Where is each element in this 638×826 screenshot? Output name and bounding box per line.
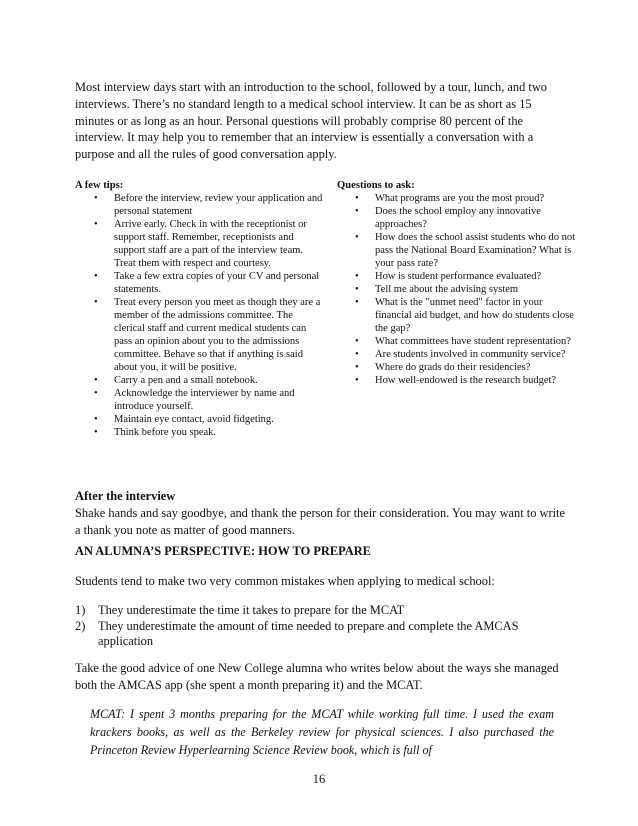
list-item: [75, 619, 565, 650]
alumna-quote: MCAT: I spent 3 months preparing for the MCAT while working full time. I used the exam krackers books, as well as the Berkeley review for physical sciences. I also purchased the Princeton Review Hyperlearning Science Review book, which is full of: [90, 707, 554, 757]
alumna-heading: AN ALUMNA’S PERSPECTIVE: HOW TO PREPARE: [75, 544, 371, 558]
mistakes-list: [75, 603, 565, 650]
list-item: • Carry a pen and a small notebook.: [75, 374, 325, 387]
list-item: • Does the school employ any innovative approaches?: [337, 205, 577, 231]
list-item: • What is the "unmet need" factor in your financial aid budget, and how do students close the gap?: [337, 296, 577, 335]
list-text: They underestimate the time it takes to prepare for the MCAT: [98, 603, 405, 617]
page-number: 16: [312, 772, 326, 786]
list-item: • What programs are you the most proud?: [337, 192, 577, 205]
list-item: • How well-endowed is the research budget?: [337, 374, 577, 387]
list-item: • Tell me about the advising system: [337, 283, 577, 296]
list-item: • Think before you speak.: [75, 426, 325, 439]
list-item: • Treat every person you meet as though they are a member of the admissions committee. The clerical staff and current medical students can pass an opinion about you to the admissions committee. Behave so that if anything is said about you, it will be positive.: [75, 296, 325, 374]
list-number: 2): [75, 618, 86, 633]
tips-heading: A few tips:: [75, 180, 124, 191]
after-interview-heading: After the interview: [75, 489, 176, 503]
list-item: [75, 603, 565, 619]
list-item: • Arrive early. Check in with the receptionist or support staff. Remember, receptionists and support staff are a part of the interview team. Treat them with respect and courtesy.: [75, 218, 325, 270]
list-item: • Maintain eye contact, avoid fidgeting.: [75, 413, 325, 426]
list-item: • Acknowledge the interviewer by name and introduce yourself.: [75, 387, 325, 413]
mistakes-intro: Students tend to make two very common mistakes when applying to medical school:: [75, 574, 495, 588]
questions-heading: Questions to ask:: [337, 180, 415, 191]
after-interview-text: Shake hands and say goodbye, and thank the person for their consideration. You may want to write a thank you note as matter of good manners.: [75, 505, 565, 537]
tips-list: [75, 192, 325, 439]
list-text: They underestimate the amount of time needed to prepare and complete the AMCAS application: [98, 618, 519, 649]
questions-list: [337, 192, 577, 387]
after-interview-section: [75, 488, 565, 538]
list-item: • How does the school assist students who do not pass the National Board Examination? What is your pass rate?: [337, 231, 577, 270]
intro-paragraph: Most interview days start with an introduction to the school, followed by a tour, lunch, and two interviews. There’s no standard length to a medical school interview. It can be as short as 15 minutes or as long as an hour. Personal questions will probably comprise 80 percent of the interview. It may help you to remember that an interview is essentially a conversation with a purpose and all the rules of good conversation apply.: [75, 80, 547, 162]
questions-column: [337, 179, 577, 387]
list-item: • How is student performance evaluated?: [337, 270, 577, 283]
list-item: • Where do grads do their residencies?: [337, 361, 577, 374]
list-item: • Take a few extra copies of your CV and personal statements.: [75, 270, 325, 296]
list-item: • Are students involved in community service?: [337, 348, 577, 361]
list-number: 1): [75, 603, 86, 617]
list-item: • Before the interview, review your application and personal statement: [75, 192, 325, 218]
tips-column: [75, 179, 325, 439]
advice-paragraph: Take the good advice of one New College alumna who writes below about the ways she managed both the AMCAS app (she spent a month preparing it) and the MCAT.: [75, 661, 559, 692]
list-item: • What committees have student representation?: [337, 335, 577, 348]
